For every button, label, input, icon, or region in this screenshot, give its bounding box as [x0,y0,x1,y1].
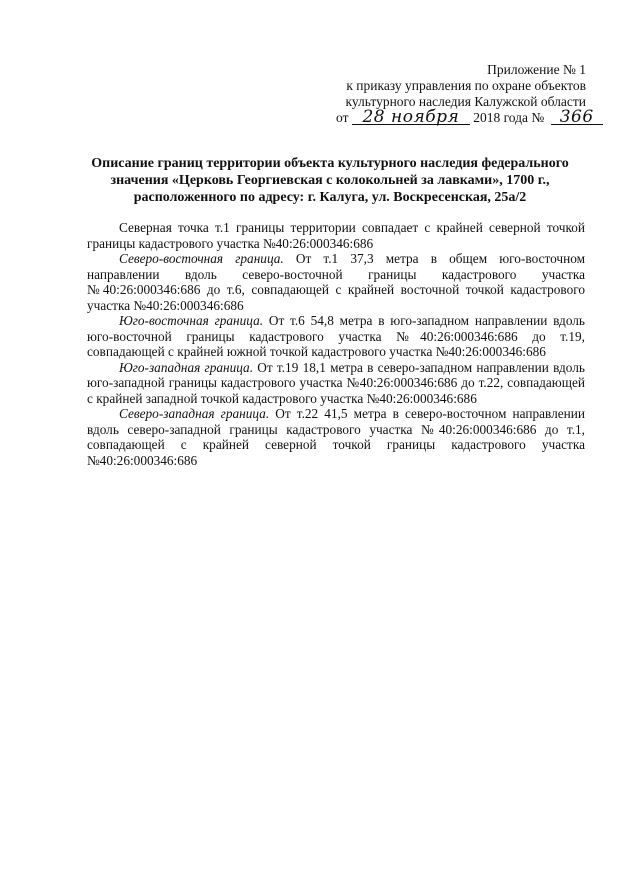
paragraph-text: От т.1 37,3 метра в общем юго-восточном направлении вдоль северо-восточной границы кадастрового участка №40:26:000346:686 до т.6, совпадающей с крайней восточной точкой кадастрового участка №40:26:000346:686 [87,251,585,313]
date-prefix: от [336,110,349,125]
paragraph-southwest-boundary [87,360,585,407]
document-title [60,155,600,206]
order-date-line [330,107,594,127]
handwritten-order-number: 366 [551,110,603,125]
issuing-authority: культурного наследия Калужской области [345,94,586,109]
paragraph-heading: Юго-восточная граница. [119,313,264,328]
paragraph-heading: Юго-западная граница. [119,359,254,375]
date-year: 2018 года № [473,110,545,125]
paragraph-text: Северная точка т.1 границы территории совпадает с крайней северной точкой границы кадастрового участка №40:26:000346:686 [87,220,585,251]
title-line-3: расположенного по адресу: г. Калуга, ул. Воскресенская, 25а/2 [133,190,527,205]
paragraph-southeast-boundary [87,313,585,360]
paragraph-heading: Северо-восточная граница. [119,251,284,266]
paragraph-heading: Северо-западная граница. [119,406,270,421]
boundary-description [87,220,585,468]
appendix-number: Приложение № 1 [487,62,586,77]
paragraph-northeast-boundary [87,251,585,313]
paragraph-text: От т.19 18,1 метра в северо-западном направлении вдоль юго-западной границы кадастрового участка №40:26:000346:686 до т.22, совпадающей с крайней западной точкой кадастрового участка №40:26:000346:686 [87,359,585,406]
paragraph-text: От т.6 54,8 метра в юго-западном направлении вдоль юго-восточной границы кадастрового участка №40:26:000346:686 до т.19, совпадающей с крайней южной точкой кадастрового участка №40:26:000346:686 [87,313,585,359]
title-line-1: Описание границ территории объекта культурного наследия федерального [91,156,569,171]
handwritten-date: 28 ноября [352,110,470,125]
order-reference: к приказу управления по охране объектов [346,78,586,93]
title-line-2: значения «Церковь Георгиевская с колокольней за лавками», 1700 г., [110,173,550,188]
paragraph-text: От т.22 41,5 метра в северо-восточном направлении вдоль северо-западной границы кадастрового участка №40:26:000346:686 до т.1, совпадающей с крайней северной точкой границы кадастрового участка №40:26:000346:686 [87,406,585,468]
paragraph-north-point [87,220,585,251]
appendix-header [330,62,594,127]
paragraph-northwest-boundary [87,406,585,468]
